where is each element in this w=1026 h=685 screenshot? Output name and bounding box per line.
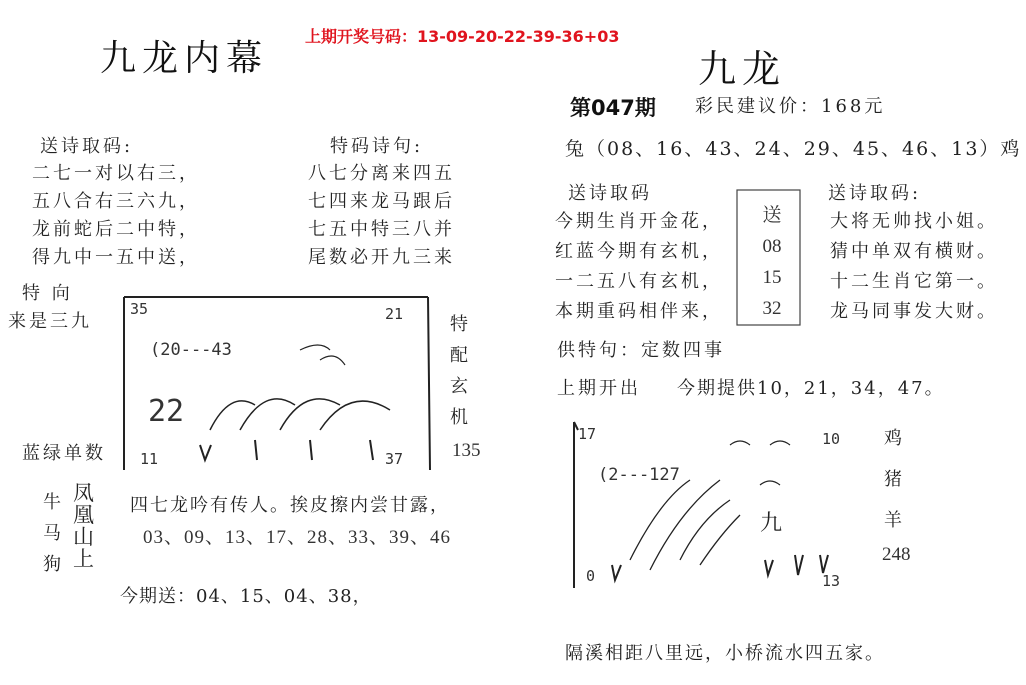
right-poem-right [830,207,998,327]
side-char: 鸡 [884,428,905,449]
right-side-number: 248 [882,544,911,565]
phoenix-column [73,482,94,570]
poem-line: 二七一对以右三， [32,163,200,184]
poem-line: 红蓝今期有玄机， [555,241,723,262]
right-poem-right-heading: 送诗取码: [828,183,922,204]
poem-left-heading: 送诗取码: [40,136,134,157]
box-item: 32 [762,298,782,319]
left-title: 九龙内幕 [100,38,269,79]
drawing-top-right: 21 [385,305,404,323]
zodiac: 狗 [43,554,64,575]
phoenix-char: 山 [73,525,94,549]
poem-line: 七四来龙马跟后 [308,191,455,212]
drawing2-center: 九 [760,511,783,536]
special-phrase: 供特句：定数四事 [557,340,725,361]
drawing2-bottom-right: 13 [822,572,841,590]
right-poem-left-heading: 送诗取码 [568,183,652,204]
drawing-center: 22 [148,394,185,429]
provide-numbers: 今期提供10，21，34，47。 [677,378,945,399]
drawing-bottom-right: 37 [385,450,404,468]
poem-line: 大将无帅找小姐。 [830,211,998,232]
left-side-number: 135 [452,440,481,461]
right-drawing-frame [574,422,828,588]
blue-green-label: 蓝绿单数 [22,443,106,464]
poem-line: 今期生肖开金花， [555,211,723,232]
poem-line: 本期重码相伴来， [555,301,723,322]
right-poem-left [555,207,723,327]
poem-line: 八七分离来四五 [308,163,455,184]
box-item: 送 [762,205,782,226]
phoenix-char: 上 [73,547,94,571]
poem-line: 尾数必开九三来 [308,247,455,268]
drawing2-bottom-left: 0 [586,567,596,585]
drawing-formula: (20---43 [150,340,232,360]
phoenix-char: 凤 [73,481,94,505]
verse-numbers: 03、09、13、17、28、33、39、46 [143,527,452,548]
verse: 四七龙吟有传人。挨皮擦内尝甘露， [130,495,450,516]
side-char: 猪 [884,469,905,490]
poem-line: 十二生肖它第一。 [830,271,998,292]
poem-line: 七五中特三八并 [308,219,455,240]
poem-line: 猜中单双有横财。 [830,241,998,262]
poem-line: 一二五八有玄机， [555,271,723,292]
suggested-price: 彩民建议价：168元 [695,96,886,117]
box-item: 15 [762,267,782,288]
side-char: 羊 [884,510,905,531]
drawing2-formula: (2---127 [598,465,680,485]
side-char: 玄 [450,376,471,397]
poem-line: 龙前蛇后二中特， [32,219,200,240]
te-ju-line2: 来是三九 [8,311,92,332]
drawing2-top-left: 17 [578,425,597,443]
this-issue-send: 今期送：04、15、04、38， [120,586,372,607]
zodiac-range: 兔（08、16、43、24、29、45、46、13）鸡 [565,138,1022,160]
last-draw-numbers: 上期开奖号码：13-09-20-22-39-36+03 [305,27,620,46]
poem-line: 龙马同事发大财。 [830,301,998,322]
zodiac: 牛 [43,492,64,513]
footer-verse: 隔溪相距八里远，小桥流水四五家。 [565,643,885,664]
poem-line: 得九中一五中送， [32,247,200,268]
zodiac-column [43,487,64,580]
zodiac: 马 [43,523,64,544]
drawing-top-left: 35 [130,300,149,318]
drawing2-top-right: 10 [822,430,841,448]
drawing-bottom-left: 11 [140,450,159,468]
right-title: 九龙 [698,47,787,91]
side-char: 特 [450,314,471,335]
phoenix-char: 凰 [73,503,94,527]
te-ju: 特 向 [22,283,73,304]
issue-number: 第047期 [570,96,656,120]
number-box [752,200,792,324]
poem-line: 五八合右三六九， [32,191,200,212]
poem-right-heading: 特码诗句: [330,136,424,157]
side-char: 配 [450,345,471,366]
box-item: 08 [762,236,782,257]
right-side-vertical [884,418,905,541]
side-char: 机 [450,407,471,428]
left-side-vertical [450,309,471,433]
last-open: 上期开出 [557,378,641,399]
